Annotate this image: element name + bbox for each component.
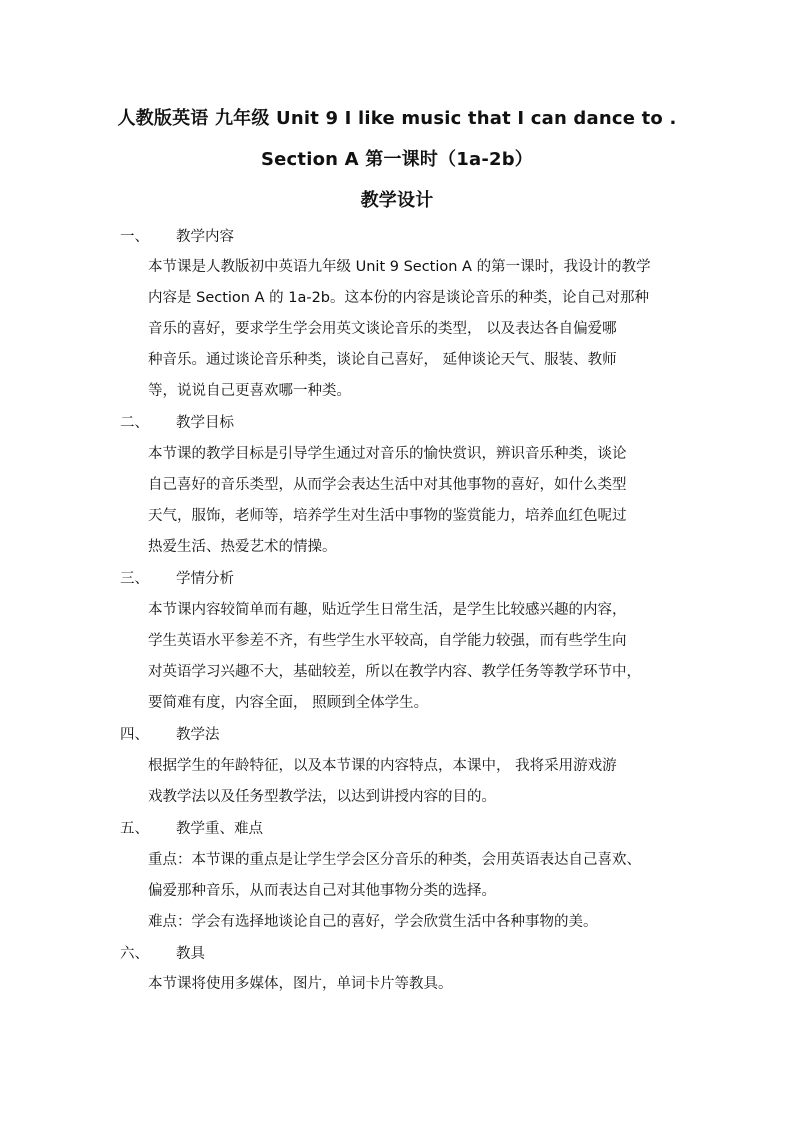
paragraph-line: 内容是 Section A 的 1a-2b。这本份的内容是谈论音乐的种类，论自己对那种 <box>148 290 649 306</box>
section-paragraph-content <box>148 252 678 407</box>
section-number: 三、 <box>120 571 149 587</box>
section-heading-text: 教学法 <box>176 727 220 743</box>
section-number: 六、 <box>120 946 149 962</box>
paragraph-line: 根据学生的年龄特征，以及本节课的内容特点，本课中， 我将采用游戏游 <box>148 758 617 774</box>
section-paragraph-analysis <box>148 595 678 719</box>
section-number: 一、 <box>120 229 149 245</box>
paragraph-line: 天气，服饰，老师等，培养学生对生活中事物的鉴赏能力，培养血红色呢过 <box>148 508 627 524</box>
paragraph-line: 本节课将使用多媒体，图片，单词卡片等教具。 <box>148 976 453 992</box>
paragraph-line: 学生英语水平参差不齐，有些学生水平较高，自学能力较强，而有些学生向 <box>148 633 627 649</box>
paragraph-line: 种音乐。通过谈论音乐种类，谈论自己喜好， 延伸谈论天气、服装、教师 <box>148 352 617 368</box>
paragraph-line: 重点：本节课的重点是让学生学会区分音乐的种类，会用英语表达自己喜欢、 <box>148 852 641 868</box>
section-heading-text: 教学目标 <box>176 415 234 431</box>
section-number: 二、 <box>120 415 149 431</box>
section-heading-key-points <box>120 818 263 840</box>
paragraph-line: 等，说说自己更喜欢哪一种类。 <box>148 383 351 399</box>
paragraph-line: 自己喜好的音乐类型，从而学会表达生活中对其他事物的喜好，如什么类型 <box>148 477 627 493</box>
section-heading-text: 学情分析 <box>176 571 234 587</box>
section-heading-objectives <box>120 412 234 434</box>
document-title-line-1: 人教版英语 九年级 Unit 9 I like music that I can dance to . <box>117 108 677 129</box>
paragraph-line: 难点：学会有选择地谈论自己的喜好，学会欣赏生活中各种事物的美。 <box>148 914 598 930</box>
section-heading-tools <box>120 943 205 965</box>
paragraph-line: 对英语学习兴趣不大，基础较差，所以在教学内容、教学任务等教学环节中， <box>148 664 641 680</box>
section-heading-content <box>120 226 234 248</box>
section-number: 五、 <box>120 821 149 837</box>
section-paragraph-tools <box>148 969 678 1000</box>
section-heading-text: 教学内容 <box>176 229 234 245</box>
paragraph-line: 热爱生活、热爱艺术的情操。 <box>148 539 337 555</box>
section-heading-methods <box>120 724 220 746</box>
paragraph-line: 本节课的教学目标是引导学生通过对音乐的愉快赏识，辨识音乐种类，谈论 <box>148 446 627 462</box>
section-paragraph-key-points <box>148 845 678 938</box>
paragraph-line: 要简难有度，内容全面， 照顾到全体学生。 <box>148 695 429 711</box>
section-heading-text: 教具 <box>176 946 205 962</box>
paragraph-line: 本节课内容较简单而有趣，贴近学生日常生活，是学生比较感兴趣的内容， <box>148 602 627 618</box>
section-heading-text: 教学重、难点 <box>176 821 263 837</box>
paragraph-line: 本节课是人教版初中英语九年级 Unit 9 Section A 的第一课时，我设计的教学 <box>148 259 651 275</box>
section-paragraph-objectives <box>148 439 678 563</box>
section-heading-analysis <box>120 568 234 590</box>
document-title-line-3: 教学设计 <box>360 190 434 211</box>
paragraph-line: 音乐的喜好，要求学生学会用英文谈论音乐的类型， 以及表达各自偏爱哪 <box>148 321 617 337</box>
document-title-line-2: Section A 第一课时（1a-2b） <box>260 149 533 170</box>
section-number: 四、 <box>120 727 149 743</box>
section-paragraph-methods <box>148 751 678 813</box>
paragraph-line: 偏爱那种音乐，从而表达自己对其他事物分类的选择。 <box>148 883 496 899</box>
paragraph-line: 戏教学法以及任务型教学法，以达到讲授内容的目的。 <box>148 789 496 805</box>
